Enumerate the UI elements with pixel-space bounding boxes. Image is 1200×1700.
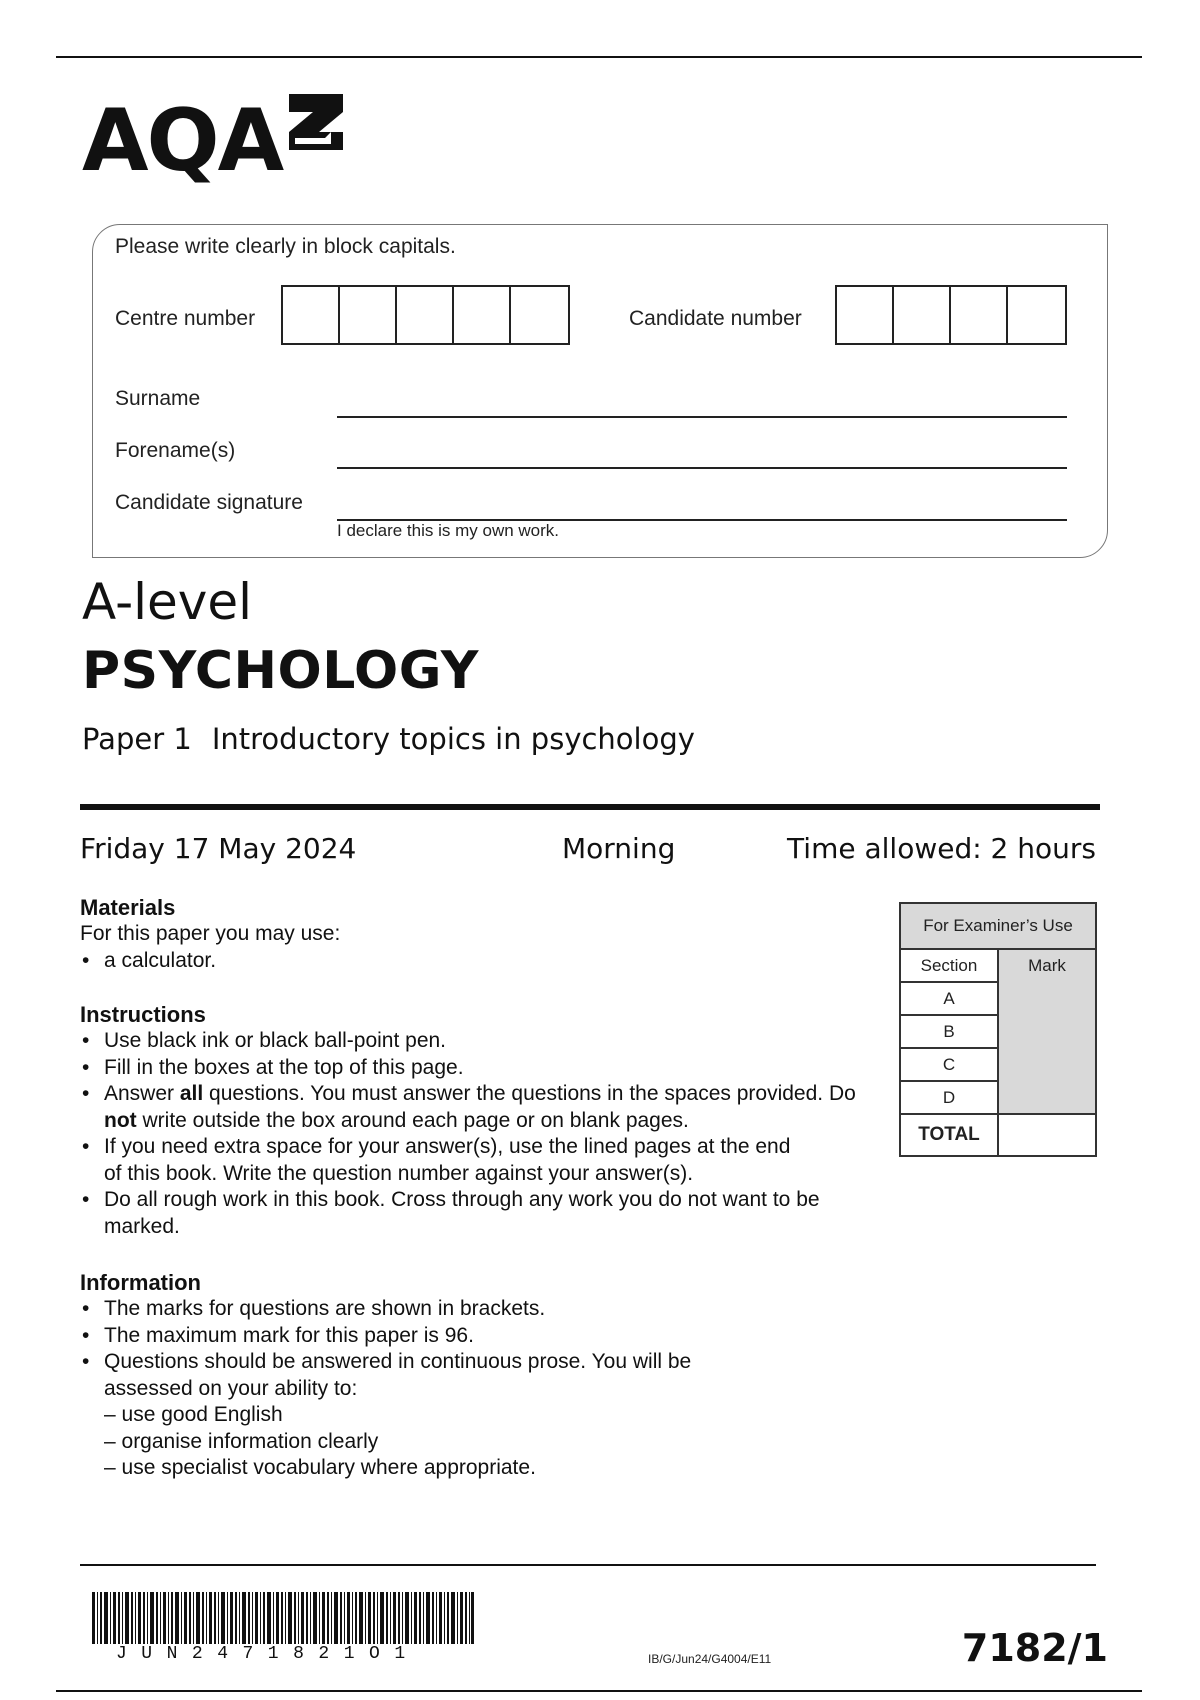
instruction-emphasis: all xyxy=(179,1082,204,1105)
materials-heading: Materials xyxy=(80,895,176,920)
centre-number-digit[interactable] xyxy=(340,287,397,343)
information-subitem: – use good English xyxy=(104,1403,283,1426)
information-heading: Information xyxy=(80,1270,201,1295)
materials-section xyxy=(80,895,880,974)
information-item: • Questions should be answered in continuous prose. You will be assessed on your ability to: xyxy=(80,1349,744,1402)
instructions-heading: Instructions xyxy=(80,1002,206,1027)
exam-subject: PSYCHOLOGY xyxy=(82,641,479,701)
section-column-header: Section xyxy=(900,949,998,982)
logo-mark-icon xyxy=(285,92,345,152)
candidate-number-digit[interactable] xyxy=(837,287,894,343)
materials-intro: For this paper you may use: xyxy=(80,922,341,945)
centre-number-digit[interactable] xyxy=(283,287,340,343)
surname-label: Surname xyxy=(115,387,201,410)
document-reference: IB/G/Jun24/G4004/E11 xyxy=(648,1652,772,1666)
centre-number-digit[interactable] xyxy=(397,287,454,343)
footer-rule xyxy=(80,1564,1096,1566)
centre-number-digit[interactable] xyxy=(511,287,568,343)
section-row-label: D xyxy=(900,1081,998,1114)
total-label: TOTAL xyxy=(900,1114,998,1156)
candidate-number-boxes[interactable] xyxy=(835,285,1067,345)
time-allowed: Time allowed: 2 hours xyxy=(787,832,1096,865)
forenames-field[interactable] xyxy=(337,467,1067,469)
paper-heading xyxy=(82,722,695,757)
candidate-details-box xyxy=(92,224,1108,558)
examiner-use-table xyxy=(899,902,1097,1157)
candidate-number-digit[interactable] xyxy=(1008,287,1065,343)
exam-level: A-level xyxy=(82,573,253,631)
centre-number-boxes[interactable] xyxy=(281,285,570,345)
materials-item: • a calculator. xyxy=(80,948,880,975)
logo-text: AQA xyxy=(82,91,283,191)
signature-label: Candidate signature xyxy=(115,491,303,514)
information-item: • The maximum mark for this paper is 96. xyxy=(80,1323,840,1350)
section-row-label: A xyxy=(900,982,998,1015)
aqa-logo xyxy=(82,92,352,192)
surname-field[interactable] xyxy=(337,416,1067,418)
mark-column-header: Mark xyxy=(1028,956,1066,975)
instruction-item: • Fill in the boxes at the top of this page. xyxy=(80,1055,870,1082)
instructions-section xyxy=(80,1002,870,1240)
information-subitem: – organise information clearly xyxy=(104,1429,379,1453)
bottom-rule xyxy=(56,1690,1142,1692)
total-mark-cell xyxy=(998,1114,1096,1156)
instruction-text: questions. You must answer the questions in the spaces provided. Do xyxy=(203,1082,856,1105)
barcode-text: JUN2471821O1 xyxy=(116,1644,420,1664)
exam-date: Friday 17 May 2024 xyxy=(80,832,357,865)
declaration-text: I declare this is my own work. xyxy=(337,521,560,540)
centre-number-label: Centre number xyxy=(115,307,256,330)
paper-code: 7182/1 xyxy=(961,1626,1108,1670)
candidate-number-digit[interactable] xyxy=(951,287,1008,343)
candidate-number-label: Candidate number xyxy=(629,307,802,330)
instruction-text: write outside the box around each page or on blank pages. xyxy=(136,1108,689,1132)
instruction-item: • Use black ink or black ball-point pen. xyxy=(80,1028,870,1055)
mark-column xyxy=(998,949,1096,1114)
instruction-item: • If you need extra space for your answer(s), use the lined pages at the end of this book. Write the question number against your answer(s). xyxy=(80,1134,794,1187)
candidate-number-digit[interactable] xyxy=(894,287,951,343)
information-subitem: – use specialist vocabulary where appropriate. xyxy=(104,1456,536,1479)
barcode xyxy=(92,1592,474,1644)
top-rule xyxy=(56,56,1142,58)
section-row-label: C xyxy=(900,1048,998,1081)
paper-number: Paper 1 xyxy=(82,722,192,756)
instruction-item: • Do all rough work in this book. Cross through any work you do not want to be marked. xyxy=(80,1187,834,1240)
exam-session: Morning xyxy=(562,832,676,865)
block-capitals-instruction: Please write clearly in block capitals. xyxy=(115,235,456,258)
instruction-item xyxy=(80,1081,870,1134)
examiner-table-title: For Examiner’s Use xyxy=(900,903,1096,949)
instruction-text: Answer xyxy=(104,1082,180,1105)
section-row-label: B xyxy=(900,1015,998,1048)
information-section xyxy=(80,1270,840,1482)
forenames-label: Forename(s) xyxy=(115,439,236,462)
title-rule xyxy=(80,804,1100,810)
instruction-emphasis: not xyxy=(104,1108,137,1132)
centre-number-digit[interactable] xyxy=(454,287,511,343)
paper-title: Introductory topics in psychology xyxy=(211,722,695,756)
information-item: • The marks for questions are shown in brackets. xyxy=(80,1296,840,1323)
